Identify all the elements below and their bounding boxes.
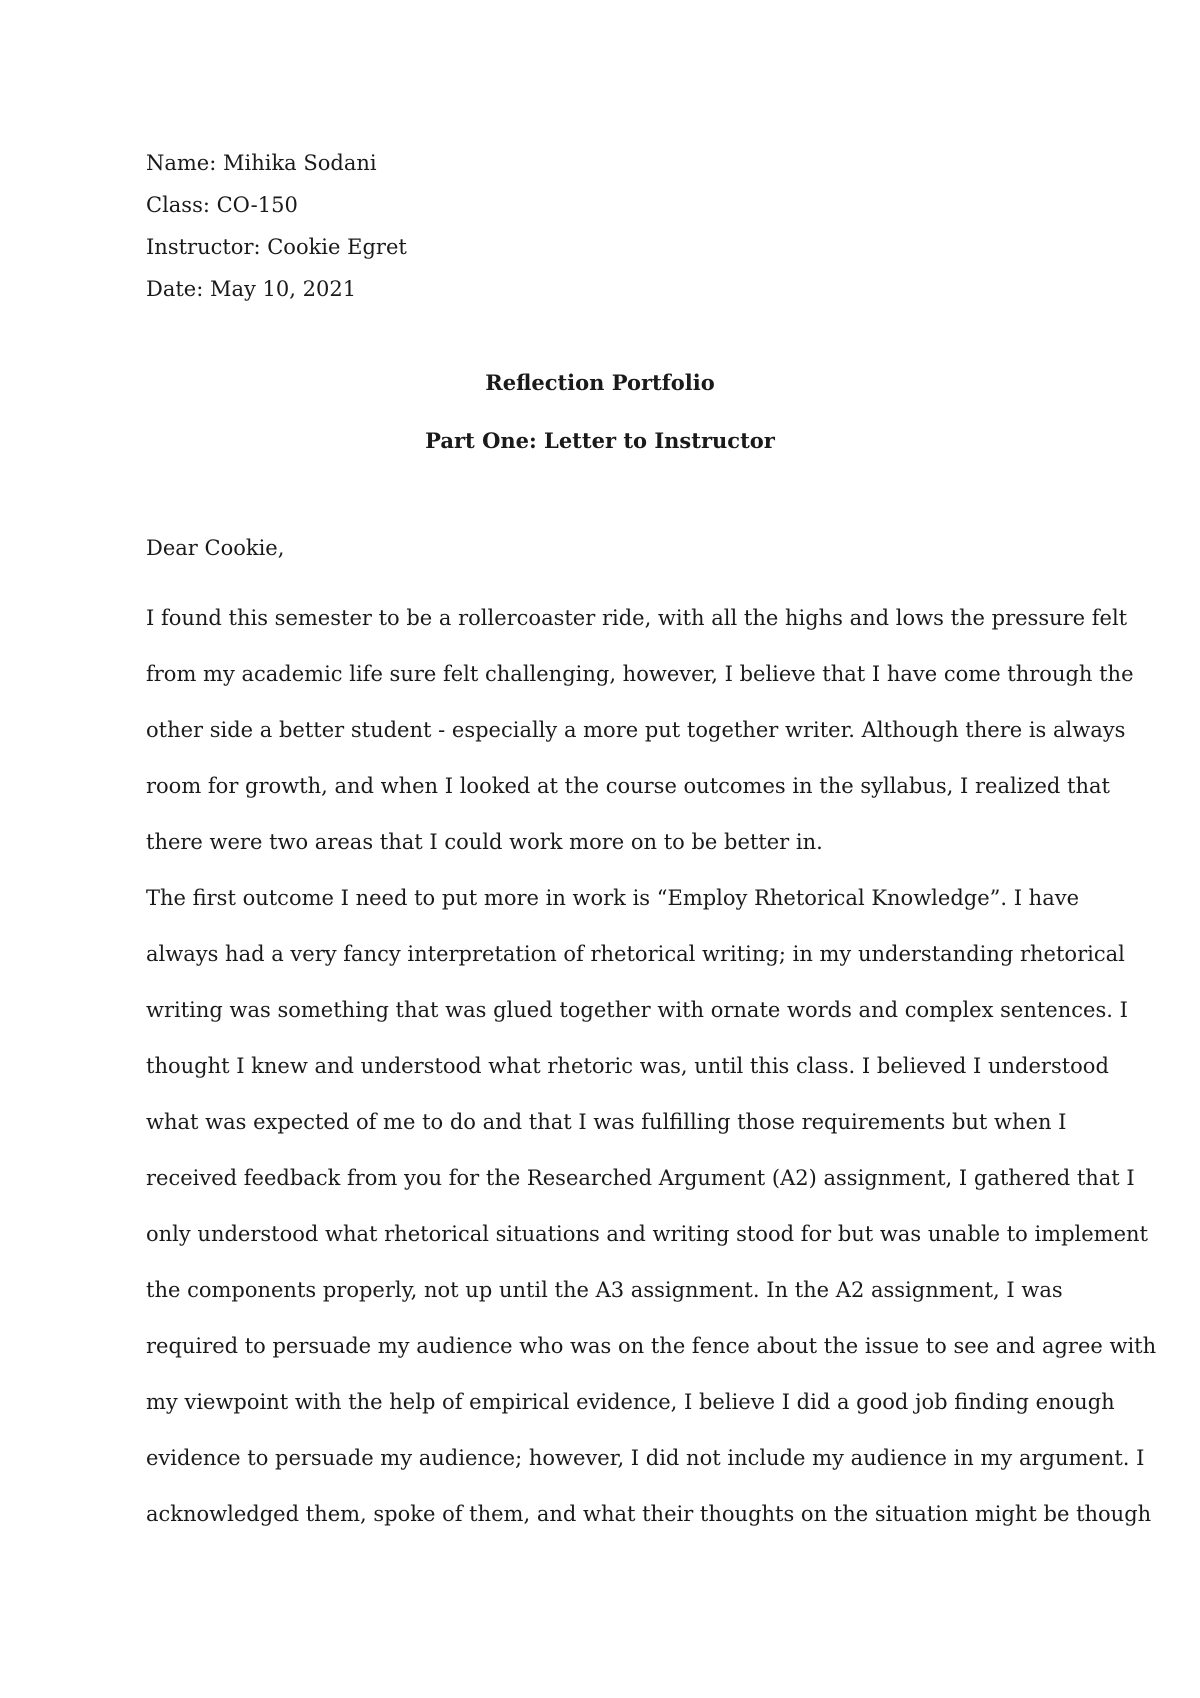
student-info-block [146,142,1046,310]
body-line: only understood what rhetorical situations and writing stood for but was unable to implement [146,1222,1148,1246]
body-line: required to persuade my audience who was on the fence about the issue to see and agree with [146,1334,1157,1358]
instructor-name: Instructor: Cookie Egret [146,235,407,259]
body-line: writing was something that was glued together with ornate words and complex sentences. I [146,998,1128,1022]
body-line: received feedback from you for the Researched Argument (A2) assignment, I gathered that I [146,1166,1135,1190]
body-line: the components properly, not up until the A3 assignment. In the A2 assignment, I was [146,1278,1063,1302]
body-line: I found this semester to be a rollercoaster ride, with all the highs and lows the pressure felt [146,606,1128,630]
body-line: acknowledged them, spoke of them, and what their thoughts on the situation might be though [146,1502,1152,1526]
body-line: The first outcome I need to put more in work is “Employ Rhetorical Knowledge”. I have [146,886,1080,910]
body-line: thought I knew and understood what rhetoric was, until this class. I believed I understood [146,1054,1109,1078]
body-line: what was expected of me to do and that I was fulfilling those requirements but when I [146,1110,1067,1134]
class-code: Class: CO-150 [146,193,298,217]
document-title: Reflection Portfolio [485,370,715,395]
body-line: always had a very fancy interpretation of rhetorical writing; in my understanding rhetorical [146,942,1125,966]
body-line: other side a better student - especially a more put together writer. Although there is always [146,718,1126,742]
section-title: Part One: Letter to Instructor [425,428,775,453]
body-line: my viewpoint with the help of empirical evidence, I believe I did a good job finding enough [146,1390,1115,1414]
body-line: evidence to persuade my audience; however, I did not include my audience in my argument. I [146,1446,1145,1470]
student-name: Name: Mihika Sodani [146,151,377,175]
body-line: there were two areas that I could work more on to be better in. [146,830,823,854]
letter-body [146,590,1157,1542]
submission-date: Date: May 10, 2021 [146,277,357,301]
body-line: room for growth, and when I looked at the course outcomes in the syllabus, I realized that [146,774,1110,798]
letter-salutation: Dear Cookie, [146,536,285,560]
body-line: from my academic life sure felt challenging, however, I believe that I have come through the [146,662,1134,686]
